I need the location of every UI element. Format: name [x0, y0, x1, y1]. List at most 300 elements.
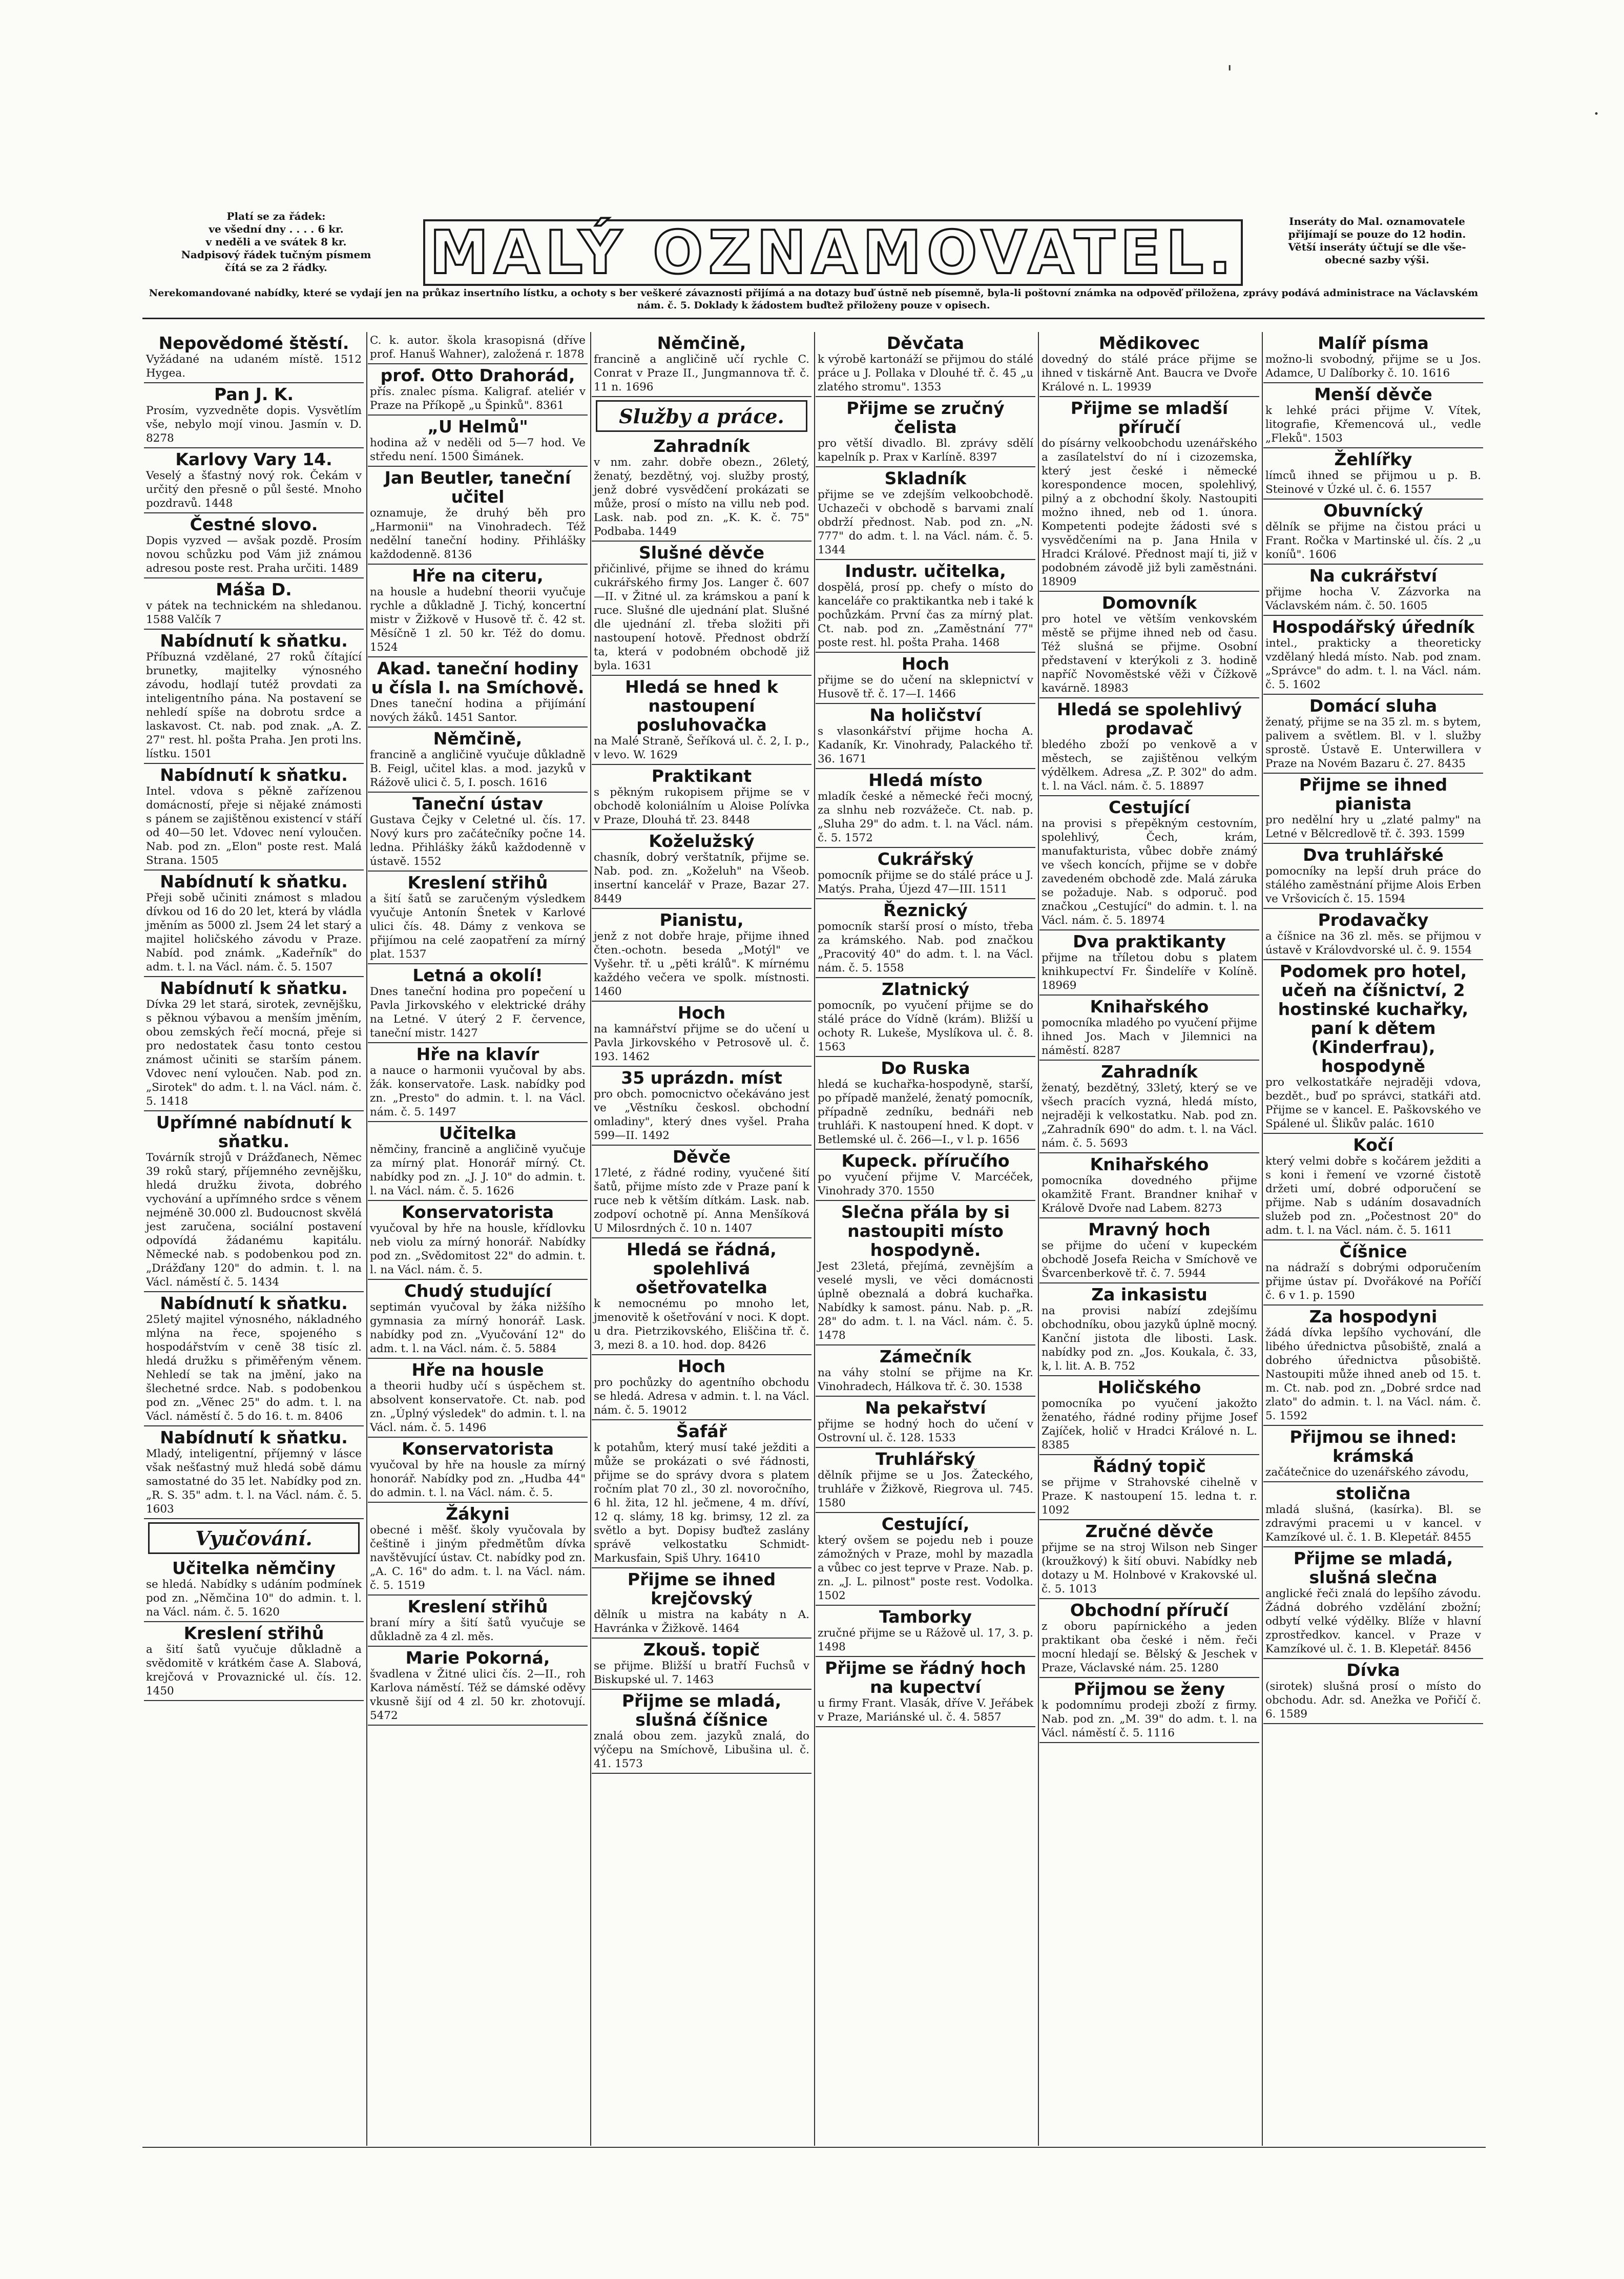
ad-title: Praktikant — [651, 766, 752, 786]
ad-title: Hoch — [677, 1003, 726, 1023]
classified-ad — [1263, 909, 1483, 960]
ad-text: a číšnice na 36 zl. měs. se přijmou v ústavě v Královdvorské ul. č. 9. 1554 — [1265, 930, 1481, 957]
ad-title: Kočí — [1353, 1135, 1393, 1155]
column-rule — [1038, 332, 1039, 2146]
ad-column — [816, 332, 1035, 2146]
ad-text: Továrník strojů v Drážďanech, Němec 39 roků starý, příjemného zevnějšku, hledá družku života, dobrého vychování a upřímného srdce s věnem nejméně 30.000 zl. Budoucnost skvělá jest zaručena, sociální postavení odpovídá žádanému kapitálu. Německé nab. s podobenkou pod zn. „Drážďany 120" do admin. t. l. na Václ. náměstí č. 5. 1434 — [146, 1151, 362, 1289]
classified-ad — [368, 416, 588, 467]
classified-ad — [1039, 397, 1259, 592]
classified-ad — [1039, 1218, 1259, 1283]
ad-text: na Malé Straně, Šeříková ul. č. 2, I. p., v levo. W. 1629 — [594, 735, 809, 761]
ad-text: přijme na tříletou dobu s platem knihkupectví Fr. Šindelíře v Kolíně. 18969 — [1042, 951, 1257, 992]
ad-text: Gustava Čejky v Celetné ul. čís. 17. Nový kurs pro začátečníky počne 14. ledna. Přihlášky žáků každodenně v ústavě. 1552 — [370, 814, 586, 868]
ad-title: Dva truhlářské — [1303, 845, 1444, 865]
ad-title: Domácí sluha — [1309, 696, 1438, 716]
masthead-text: MALÝ OZNAMOVATEL. — [429, 218, 1237, 287]
classified-ad — [144, 871, 364, 977]
classified-ad — [816, 332, 1035, 397]
ad-title: Letná a okolí! — [412, 965, 543, 985]
ad-title: Číšnice — [1339, 1241, 1407, 1261]
ad-title: Knihařského — [1090, 997, 1209, 1017]
classified-ad — [592, 1067, 811, 1146]
classified-ad — [816, 1513, 1035, 1606]
ad-title: Industr. učitelka, — [845, 561, 1006, 581]
classified-ad — [368, 1280, 588, 1359]
ad-title: Na cukrářství — [1309, 566, 1438, 586]
ad-title: Cukrářský — [877, 849, 974, 869]
ad-title: Knihařského — [1090, 1154, 1209, 1174]
ad-text: obecné i měšť. školy vyučovala by češtině i jiným předmětům dívka navštěvující ústav. Ct. nabídky pod zn. „A. C. 16" do adm. t. l. na Václ. nám. č. 5. 1519 — [370, 1524, 586, 1592]
ad-text: pomocníka po vyučení jakožto ženatého, řádné rodiny přijme Josef Zajíček, holič v Hradci Králové n. L. 8385 — [1042, 1397, 1257, 1452]
ad-text: pomocníky na lepší druh práce do stálého zaměstnání přijme Alois Erben ve Vršovicích č. 15. 1594 — [1265, 865, 1481, 905]
ad-text: v pátek na technickém na shledanou. 1588 Valčík 7 — [146, 599, 362, 626]
ad-title: Děvčata — [886, 333, 965, 353]
ad-title: Žehlířky — [1334, 449, 1412, 469]
ad-text: Příbuzná vzdělané, 27 roků čítající brunetky, majitelky výnosného závodu, hodlají tutéž provdati za inteligentního pána. Na postavení se nehledí spíše na dobrotu srdce a laskavost. Ct. nab. pod znak. „A. Z. 27" rest. hl. pošta Praha. Jen proti lns. lístku. 1501 — [146, 651, 362, 760]
ad-column — [592, 332, 811, 2146]
ad-title: Chudý studující — [404, 1281, 552, 1301]
classified-ad — [1263, 500, 1483, 565]
ad-text: k podomnímu prodeji zboží z firmy. Nab. pod zn. „M. 39" do adm. t. l. na Václ. náměstí č. 5. 1116 — [1042, 1699, 1257, 1739]
ad-text: na nádraží s dobrými odporučením přijme ústav pí. Dvořákové na Poříčí č. 6 v 1. p. 1590 — [1265, 1261, 1481, 1302]
ad-text: a šití šatů se zaručeným výsledkem vyučuje Antonín Šnetek v Karlové ulici čís. 48. Dámy z venkova se přijímou na celé zaopatření za mírný plat. 1537 — [370, 893, 586, 961]
ad-title: Hře na housle — [411, 1360, 544, 1380]
ad-title: 35 uprázdn. míst — [621, 1068, 782, 1088]
ad-text: bledého zboží po venkově a v městech, se zajištěnou velkým výdělkem. Adresa „Z. P. 302" do adm. t. l. na Václ. nám. č. 5. 18897 — [1042, 738, 1257, 793]
ad-title: Skladník — [884, 468, 967, 488]
classified-ad — [816, 1397, 1035, 1448]
margin-mark-top: ' — [1227, 61, 1233, 84]
ad-text: Vyžádané na udaném místě. 1512 Hygea. — [146, 353, 362, 380]
ad-title: Přijmou se ihned: krámská — [1289, 1427, 1457, 1466]
classified-ad — [368, 332, 588, 364]
rate-notice-line: Nadpisový řádek tučným písmem — [181, 248, 371, 261]
ad-text: Mladý, inteligentní, příjemný v lásce však nešťastný muž hledá sobě dámu samostatné do 35 let. Nabídky pod zn. „R. S. 35" adm. t. l. na Václ. nám. č. 5. 1603 — [146, 1447, 362, 1516]
ad-title: Slušné děvče — [638, 543, 765, 563]
classified-ad — [816, 704, 1035, 769]
classified-ad — [368, 872, 588, 964]
ad-text: mladík české a německé řeči mocný, za slnhu neb rozvážeče. Ct. nab. p. „Sluha 29" do adm. t. l. na Václ. nám. č. 5. 1572 — [818, 790, 1033, 844]
masthead-title — [423, 219, 1243, 286]
ad-title: Šafář — [676, 1421, 727, 1441]
classified-ad — [592, 1238, 811, 1355]
ad-title: Nabídnutí k sňatku. — [160, 872, 348, 892]
classified-ad — [144, 1292, 364, 1426]
ad-text: vyučoval by hře na housle, křídlovku neb violu za mírný honorář. Nabídky pod zn. „Svědomitost 22" do admin. t. l. na Václ. nám. č. 5. — [370, 1222, 586, 1276]
ad-text: se přijme v Strahovské cihelně v Praze. K nastoupení 15. ledna t. r. 1092 — [1042, 1476, 1257, 1517]
classified-ad — [1039, 1455, 1259, 1520]
ad-title: Hledá se řádná, spolehlivá ošetřovatelka — [627, 1239, 777, 1297]
ad-title: Zručné děvče — [1085, 1521, 1214, 1541]
ad-title: Máša D. — [216, 579, 292, 599]
ad-text: a nauce o harmonii vyučoval by abs. žák. konservatoře. Lask. nabídky pod zn. „Presto" do admin. t. l. na Václ. nám. č. 5. 1497 — [370, 1064, 586, 1118]
classified-ad — [592, 1639, 811, 1690]
classified-ad — [368, 793, 588, 872]
classified-ad — [1039, 1061, 1259, 1153]
classified-ad — [592, 332, 811, 397]
classified-ad — [1263, 1240, 1483, 1306]
ad-title: Cestující — [1108, 797, 1190, 817]
ad-title: Pan J. K. — [214, 384, 294, 404]
ad-text: přijme se na stroj Wilson neb Singer (kroužkový) k šití obuvi. Nabídky neb dotazy u M. Holnbové v Krakovské ul. č. 5. 1013 — [1042, 1541, 1257, 1596]
ad-title: Hledá se spolehlivý prodavač — [1057, 699, 1242, 738]
ad-text: pomocník starší prosí o místo, třeba za krámského. Nab. pod značkou „Pracovitý 40" do adm. t. l. na Václ. nám. č. 5. 1558 — [818, 920, 1033, 975]
column-rule — [814, 332, 815, 2146]
ad-text: pro hotel ve větším venkovském městě se přijme ihned neb od času. Též slušná se přijme. Osobní představení v kterýkoli z 3. hodině napříč Novoměstské věži v Čížkově kavárně. 18983 — [1042, 613, 1257, 695]
column-rule — [590, 332, 591, 2146]
classified-ad — [144, 1622, 364, 1701]
classified-ad — [144, 332, 364, 383]
ad-title: Přijme se mladší příručí — [1070, 398, 1229, 437]
classified-ad — [368, 467, 588, 565]
classified-ad — [144, 1557, 364, 1622]
ad-text: začátečnice do uzenářského závodu, — [1265, 1466, 1469, 1479]
ad-title: Přijme se ihned krejčovský — [627, 1569, 776, 1608]
classified-ad — [144, 1111, 364, 1292]
ad-text: pro nedělní hry u „zlaté palmy" na Letné v Bělcredlově tř. č. 393. 1599 — [1265, 814, 1481, 840]
classified-ad — [368, 565, 588, 657]
ad-title: Přijmou se ženy — [1073, 1679, 1225, 1699]
ad-title: Řádný topič — [1093, 1456, 1206, 1476]
classified-ad — [592, 676, 811, 765]
ad-title: „U Helmů" — [427, 417, 528, 437]
classified-ad — [1039, 332, 1259, 397]
deadline-notice-line: přijímají se pouze do 12 hodin. — [1288, 228, 1466, 240]
ad-text: přís. znalec písma. Kaligraf. ateliér v Praze na Příkopě „u Špinků". 8361 — [370, 385, 586, 412]
ad-text: na váhy stolní se přijme na Kr. Vinohradech, Hálkova tř. č. 30. 1538 — [818, 1366, 1033, 1393]
classified-ad — [1263, 1659, 1483, 1724]
classified-ad — [1039, 1153, 1259, 1218]
ad-text: Dnes taneční hodina a přijímání nových žáků. 1451 Santor. — [370, 697, 586, 724]
ad-text: jenž z not dobře hraje, přijme ihned čten.-ochotn. beseda „Motýl" ve Vyšehr. tř. u „pěti králů". K mírnému každého večera ve spolk. místnosti. 1460 — [594, 930, 809, 998]
ad-title: Učitelka němčiny — [172, 1558, 336, 1578]
ad-title: Dívka — [1346, 1660, 1400, 1680]
ad-title: Karlovy Vary 14. — [175, 449, 332, 469]
classified-ad — [1263, 960, 1483, 1134]
ad-title: Hospodářský úředník — [1272, 617, 1475, 637]
ad-text: pomocníka dovedného přijme okamžitě Frant. Brandner knihař v Králově Dvoře nad Labem. 8273 — [1042, 1174, 1257, 1215]
ad-text: k potahům, který musí také ježditi a může se prokázati o své řádnosti, přijme se do správy dvora s platem ročním plat 70 zl., 30 zl. novoročního, 6 hl. žita, 12 hl. ječmene, 4 m. dříví, 12 q. slámy, 18 kg. brimsy, 12 zl. za světlo a byt. Dopisy buďtež zaslány správě velkostatku Schmidt-Markusfain, Spiš Uhry. 16410 — [594, 1441, 809, 1565]
ad-text: pro obch. pomocnictvo očekáváno jest ve „Věstníku českosl. obchodní omladiny", který dnes vyšel. Praha 599—II. 1492 — [594, 1088, 809, 1142]
ad-text: Dívka 29 let stará, sirotek, zevnějšku, s pěknou výbavou a menším jměním, obou zemských řečí mocná, přeje si pro nedostatek času tonto cestou známost učiniti se starším pánem. Vdovec není vyloučen. Nab. pod zn. „Sirotek" do adm. t. l. na Václ. nám. č. 5. 1418 — [146, 998, 362, 1108]
classified-ad — [816, 1657, 1035, 1727]
ad-title: Zlatnický — [881, 979, 970, 999]
classified-ad — [368, 728, 588, 793]
ad-title: Čestné slovo. — [190, 514, 318, 534]
classified-ad — [816, 769, 1035, 848]
classified-ad — [816, 1150, 1035, 1201]
ad-text: po vyučení přijme V. Marcéček, Vinohrady 370. 1550 — [818, 1171, 1033, 1197]
classified-ad — [1039, 1283, 1259, 1376]
ad-title: Hledá místo — [868, 770, 983, 790]
classified-ad — [144, 448, 364, 513]
ad-title: Marie Pokorná, — [405, 1648, 550, 1668]
ad-column — [368, 332, 588, 2146]
ad-text: pomocník, po vyučení přijme se do stálé práce do Vídně (krám). Bližší u ochoty R. Lukeše, Myslíkova ul. č. 8. 1563 — [818, 999, 1033, 1053]
classified-ad — [1039, 796, 1259, 930]
rate-notice-line: čítá se za 2 řádky. — [225, 261, 327, 274]
rate-notice-line: v neděli a ve svátek 8 kr. — [205, 236, 347, 248]
ad-title: Na pekařství — [865, 1398, 986, 1418]
classified-ad — [1039, 996, 1259, 1061]
classified-ad — [368, 1503, 588, 1596]
ad-title: Řeznický — [883, 900, 968, 920]
ad-title: Za inkasistu — [1091, 1284, 1207, 1304]
classified-ad — [368, 1201, 588, 1280]
ad-title: Kreslení střihů — [407, 873, 548, 893]
ad-title: Dva praktikanty — [1073, 931, 1226, 951]
header-divider — [142, 318, 1485, 319]
ad-title: Zahradník — [1101, 1062, 1198, 1082]
ad-text: septimán vyučoval by žáka nižšího gymnasia za mírný honorář. Lask. nabídky pod zn. „Vyučování 12" do adm. t. l. na Václ. nám. č. 5. 5884 — [370, 1301, 586, 1355]
ad-columns — [142, 332, 1486, 2146]
classified-ad — [1039, 1678, 1259, 1743]
ad-title: Konservatorista — [402, 1202, 554, 1222]
classified-ad — [1263, 695, 1483, 774]
deadline-notice — [1269, 215, 1485, 266]
ad-text: s vlasonkářství přijme hocha A. Kadaník, Kr. Vinohrady, Palackého tř. 36. 1671 — [818, 725, 1033, 765]
classified-ad — [144, 764, 364, 871]
ad-title: Přijme se mladá, slušná slečna — [1293, 1548, 1453, 1587]
ad-title: Obchodní příručí — [1070, 1600, 1229, 1620]
ad-title: Přijme se mladá, slušná číšnice — [621, 1691, 782, 1730]
classified-ad — [1039, 930, 1259, 996]
classified-ad — [816, 560, 1035, 653]
ad-title: Konservatorista — [402, 1439, 554, 1459]
classified-ad — [592, 1146, 811, 1238]
ad-column — [1039, 332, 1259, 2146]
classified-ad — [1263, 332, 1483, 383]
ad-text: na kamnářství přijme se do učení u Pavla Jirkovského v Petrosově ul. č. 193. 1462 — [594, 1023, 809, 1063]
classified-ad — [592, 1420, 811, 1568]
classified-ad — [1263, 1134, 1483, 1240]
classified-ad — [368, 1647, 588, 1726]
ad-title: Za hospodyni — [1309, 1307, 1438, 1327]
ad-text: na housle a hudební theorii vyučuje rychle a důkladně J. Tichý, koncertní mistr v Žižkově v Husově tř. č. 42 st. Měsíčně 1 zl. 50 kr. Též do domu. 1524 — [370, 586, 586, 654]
ad-title: Mědikovec — [1098, 333, 1200, 353]
administration-notice: Nerekomandované nabídky, které se vydají jen na průkaz insertního lístku, a ochoty s ber veškeré závaznosti přijímá a na dotazy buď ústně neb písemně, byla-li poštovní známka na odpověď přiložena, zprávy podává administrace na Václavském nám. č. 5. Doklady k žádostem buďtež přiloženy pouze v opisech. — [149, 287, 1479, 311]
ad-title: Pianistu, — [659, 910, 744, 930]
ad-title: Zámečník — [879, 1346, 972, 1366]
classified-ad — [592, 1355, 811, 1420]
ad-title: Koželužský — [649, 831, 755, 851]
deadline-notice-line: obecné sazby výši. — [1325, 254, 1429, 266]
ad-text: pro větší divadlo. Bl. zprávy sdělí kapelník p. Prax v Karlíně. 8397 — [818, 437, 1033, 464]
ad-title: Nabídnutí k sňatku. — [160, 1427, 348, 1447]
ad-text: Přeji sobě učiniti známost s mladou dívkou od 16 do 20 let, která by vládla jměním as 5000 zl. Jsem 24 let starý a majitel holičského závodu v Praze. Nabíd. pod známk. „Kadeřník" do adm. t. l. na Václ. nám. č. 5. 1507 — [146, 892, 362, 973]
ad-title: Hoch — [901, 654, 950, 674]
ad-text: intel., prakticky a theoreticky vzdělaný hledá místo. Nab. pod znam. „Správce" do adm. t. l. na Václ. nám. č. 5. 1602 — [1265, 637, 1481, 691]
ad-text: Prosím, vyzvedněte dopis. Vysvětlím vše, nebylo mojí vinou. Jasmín v. D. 8278 — [146, 404, 362, 445]
ad-text: dělník se přijme na čistou práci u Frant. Ročka v Martinské ul. čís. 2 „u koníů". 1606 — [1265, 521, 1481, 561]
classified-ad — [144, 383, 364, 448]
ad-title: Holičského — [1097, 1377, 1201, 1397]
classified-ad — [368, 1043, 588, 1122]
ad-title: Jan Beutler, taneční učitel — [384, 468, 571, 507]
ad-text: pro pochůzky do agentního obchodu se hledá. Adresa v admin. t. l. na Václ. nám. č. 5. 19012 — [594, 1376, 809, 1417]
ad-title: Cestující, — [881, 1514, 970, 1534]
ad-title: Do Ruska — [881, 1058, 970, 1078]
classified-ad — [592, 1002, 811, 1067]
ad-text: pomocník přijme se do stálé práce u J. Matýs. Praha, Újezd 47—III. 1511 — [818, 869, 1033, 896]
classified-ad — [816, 467, 1035, 560]
classified-ad — [144, 578, 364, 630]
rate-notice-line: Platí se za řádek: — [226, 210, 326, 222]
ad-column — [144, 332, 364, 2146]
ad-text: Intel. vdova s pěkně zařízenou domácností, přeje si nějaké známosti s pánem se zajištěnou existencí v stáří od 40—50 let. Vdovec není vyloučen. Nab. pod zn. „Elon" poste rest. Malá Strana. 1505 — [146, 785, 362, 867]
ad-text: (sirotek) slušná prosí o místo do obchodu. Adr. sd. Anežka ve Pořičí č. 6. 1589 — [1265, 1680, 1481, 1721]
ad-title: Obuvnícký — [1323, 501, 1423, 521]
ad-text: u firmy Frant. Vlasák, dříve V. Jeřábek v Praze, Mariánské ul. č. 4. 5857 — [818, 1697, 1033, 1724]
ad-text: francině a angličině vyučuje důkladně B. Feigl, učitel klas. a mod. jazyků v Rážově ulici č. 5, I. posch. 1616 — [370, 749, 586, 789]
ad-text: němčiny, francině a angličině vyučuje za mírný plat. Honorář mírný. Ct. nabídky pod zn. „J. J. 10" do admin. t. l. na Václ. nám. č. 5. 1626 — [370, 1143, 586, 1197]
ad-text: do písárny velkoobchodu uzenářského a zasílatelství do ní i cizozemska, který jest české i německé korespondence mocen, spolehlivý, pilný a z obchodní školy. Nastoupiti možno ihned, neb od 1. února. Kompetenti podejte žádosti své s vysvědčeními na p. Jana Hnila v Hradci Králové. Přednost mají ti, již v podobném závodě již byli zaměstnáni. 18909 — [1042, 437, 1257, 588]
ad-title: Nabídnutí k sňatku. — [160, 631, 348, 651]
ad-title: Taneční ústav — [412, 794, 543, 814]
classified-ad — [592, 909, 811, 1002]
ad-title: Přijme se zručný čelista — [846, 398, 1005, 437]
ad-text: který velmi dobře s kočárem ježditi a s koni i řemení ve vzorné čistotě držeti umí, dobré odporučení se přijme. Nab s udáním dosavadních služeb pod zn. „Počestnost 20" do adm. t. l. na Václ. nám. č. 5. 1611 — [1265, 1155, 1481, 1237]
ad-text: na provisi s přepěkným cestovním, spolehlivý, Čech, krám, manufakturista, vůbec dobře známý ve všech koncích, přijme se v dobře zavedeném obchodě zde. Malá záruka se požaduje. Nab. s odporuč. pod značkou „Cestující" do admin. t. l. na Václ. nám. č. 5. 18974 — [1042, 817, 1257, 927]
classified-ad — [1263, 565, 1483, 616]
classified-ad — [1039, 1376, 1259, 1455]
section-heading: Služby a práce. — [596, 400, 807, 432]
classified-ad — [144, 630, 364, 764]
ad-text: žádá dívka lepšího vychování, dle libého úřednictva působiště, znalá a dobrého úřednictva působiště. Nastoupiti může ihned aneb od 15. t. m. Ct. nab. pod zn. „Dobré srdce nad zlato" do admin. t. l. na Václ. nám. č. 5. 1592 — [1265, 1327, 1481, 1422]
ad-title: Němčině, — [433, 729, 523, 749]
rate-notice — [142, 210, 410, 274]
ad-text: mladá slušná, (kasírka). Bl. se zdravými pracemi u v kancel. v Kamzíkové ul. č. 1. B. Klepetář. 8455 — [1265, 1503, 1481, 1544]
ad-text: anglické řeči znalá do lepšího závodu. Žádná dobrého vzdělání zbožní; odbytí velké výdělky. Blíže v hlavní zprostředkov. kancel. v Praze v Kamzíkové ul. č. 1. B. Klepetář. 8456 — [1265, 1587, 1481, 1655]
ad-title: Žákyni — [446, 1504, 510, 1524]
ad-text: se přijme. Bližší u bratří Fuchsů v Biskupské ul. 7. 1463 — [594, 1660, 809, 1686]
ad-title: Hře na klavír — [416, 1044, 539, 1064]
ad-text: oznamuje, že druhý běh pro „Harmonii" na Vinohradech. Též nedělní taneční hodiny. Přihlášky každodenně. 8136 — [370, 507, 586, 561]
ad-text: který ovšem se pojedu neb i pouze zámožných v Praze, mohl by mazadla a vůbec co jest teprve v Praze. Nab. p. zn. „J. L. pilnost" poste rest. Vodolka. 1502 — [818, 1534, 1033, 1602]
classified-ad — [1039, 698, 1259, 796]
ad-text: hodina až v neděli od 5—7 hod. Ve středu není. 1500 Šimánek. — [370, 437, 586, 463]
ad-text: Dnes taneční hodina pro popečení u Pavla Jirkovského v elektrické dráhy na Letné. V úterý 2 F. července, taneční mistr. 1427 — [370, 985, 586, 1040]
ad-text: se přijme do učení v kupeckém obchodě Josefa Reicha v Smíchově ve Švarcenberkově tř. č. 7. 5944 — [1042, 1239, 1257, 1280]
ad-text: přijme se ve zdejším velkoobchodě. Uchazeči v obchodě s barvami znalí obdrží přednost. Nab. pod zn. „N. 777" do adm. t. l. na Václ. nám. č. 5. 1344 — [818, 488, 1033, 556]
classified-ad — [592, 830, 811, 909]
classified-ad — [816, 899, 1035, 978]
ad-title: Slečna přála by si nastoupiti místo hospodyně. — [841, 1202, 1010, 1260]
classified-ad — [368, 364, 588, 416]
classified-ad — [1263, 383, 1483, 448]
classified-ad — [1263, 616, 1483, 695]
rate-notice-line: ve všední dny . . . . 6 kr. — [209, 223, 344, 235]
column-rule — [366, 332, 367, 2146]
ad-title: Učitelka — [439, 1123, 517, 1143]
classified-ad — [816, 653, 1035, 704]
ad-title: Na holičství — [869, 705, 982, 725]
ad-text: Veselý a šťastný nový rok. Čekám v určitý den přesně o půl šesté. Mnoho pozdravů. 1448 — [146, 469, 362, 510]
ad-text: se hledá. Nabídky s udáním podmínek pod zn. „Němčina 10" do admin. t. l. na Václ. nám. č. 5. 1620 — [146, 1578, 362, 1619]
classified-ad — [592, 542, 811, 676]
page-header — [142, 210, 1485, 297]
ad-text: dospělá, prosí pp. chefy o místo do kanceláře co praktikantka neb i také k pochůzkám. První čas za mírný plat. Ct. nab. pod zn. „Zaměstnání 77" poste rest. hl. pošta Praha. 1468 — [818, 581, 1033, 649]
classified-ad — [368, 964, 588, 1043]
ad-text: ženatý, bezdětný, 33letý, který se ve všech pracích vyzná, hledá místo, nejraději k velkostatku. Nab. pod zn. „Zahradník 690" do adm. t. l. na Václ. nám. č. 5. 5693 — [1042, 1082, 1257, 1150]
ad-text: a theorii hudby učí s úspěchem st. absolvent konservatoře. Ct. nab. pod zn. „Úplný výsledek" do admin. t. l. na Václ. nám. č. 5. 1496 — [370, 1380, 586, 1434]
ad-title: Hledá se hned k nastoupení posluhovačka — [625, 677, 778, 735]
ad-title: Nabídnutí k sňatku. — [160, 1293, 348, 1313]
ad-text: Dopis vyzved — avšak pozdě. Prosím novou schůzku pod Vám již známou adresou poste rest. Praha určiti. 1489 — [146, 534, 362, 575]
classified-ad — [368, 1359, 588, 1438]
ad-title: Akad. taneční hodiny u čísla I. na Smíchově. — [371, 658, 585, 697]
ad-text: a šití šatů vyučuje důkladně a svědomitě v krátkém čase A. Slabová, krejčová v Provaznické ul. čís. 12. 1450 — [146, 1643, 362, 1697]
ad-text: vyučoval by hře na housle za mírný honorář. Nabídky pod zn. „Hudba 44" do admin. t. l. na Václ. nám. č. 5. — [370, 1459, 586, 1499]
ad-title: Přijme se řádný hoch na kupectví — [825, 1658, 1026, 1697]
ad-text: braní míry a šití šatů vyučuje se důkladně za 4 zl. měs. — [370, 1617, 586, 1643]
ad-title: stolična — [1336, 1483, 1411, 1503]
classified-ad — [1263, 1547, 1483, 1659]
ad-text: možno-li svobodný, přijme se u Jos. Adamce, U Dalíborky č. 10. 1616 — [1265, 353, 1481, 380]
deadline-notice-line: Inseráty do Mal. oznamovatele — [1289, 215, 1465, 227]
classified-ad — [1039, 592, 1259, 698]
ad-text: 17leté, z řádné rodiny, vyučené šití šatů, přijme místo zde v Praze paní k ruce neb k větším dítkám. Lask. nab. zodpoví ochotně pí. Anna Menšíková U Milosrdných č. 10 n. 1407 — [594, 1167, 809, 1235]
classified-ad — [1039, 1520, 1259, 1599]
bottom-divider — [142, 2147, 1486, 2148]
ad-text: chasník, dobrý verštatník, přijme se. Nab. pod. zn. „Koželuh" na Všeob. insertní kancelář v Praze, Bazar 27. 8449 — [594, 851, 809, 905]
ad-title: prof. Otto Drahorád, — [380, 365, 575, 385]
ad-text: C. k. autor. škola krasopisná (dříve prof. Hanuš Wahner), založená r. 1878 — [370, 334, 586, 361]
classified-ad — [1263, 1306, 1483, 1426]
column-rule — [1262, 332, 1263, 2146]
ad-title: Nabídnutí k sňatku. — [160, 978, 348, 998]
ad-text: dovedný do stálé práce přijme se ihned v tiskárně Ant. Baucra ve Dvoře Králové n. L. 19939 — [1042, 353, 1257, 393]
classified-ad — [1263, 448, 1483, 500]
classified-ad — [144, 1426, 364, 1519]
classified-ad — [1263, 844, 1483, 909]
ad-text: 25letý majitel výnosného, nákladného mlýna na řece, spojeného s hospodářstvím v ceně 38 tisíc zl. hledá družku s přiměřeným věnem. Nehledí se tak na jmění, jako na šlechetné srdce. Nab. s podobenkou pod zn. „Věnec 25" do adm. t. l. na Václ. náměstí č. 5 do 16. t. m. 8406 — [146, 1313, 362, 1423]
margin-mark-right: · — [1593, 102, 1600, 125]
classified-ad — [1039, 1599, 1259, 1678]
classified-ad — [368, 1122, 588, 1201]
ad-text: ženatý, přijme se na 35 zl. m. s bytem, palivem a světlem. Bl. v l. služby sprostě. Ústavě E. Unterwillera v Praze na Novém Bazaru č. 27. 8435 — [1265, 716, 1481, 770]
ad-title: Děvče — [672, 1147, 731, 1167]
ad-text: k výrobě kartonáží se přijmou do stálé práce u J. Pollaka v Dlouhé tř. č. 45 „u zlatého stromu". 1353 — [818, 353, 1033, 393]
classified-ad — [816, 397, 1035, 467]
ad-title: Kreslení střihů — [407, 1597, 548, 1617]
ad-text: z oboru papírnického a jeden praktikant oba české i něm. řeči mocní hledají se. Bělský & Jeschek v Praze, Václavské nám. 25. 1280 — [1042, 1620, 1257, 1674]
deadline-notice-line: Větší inseráty účtují se dle vše- — [1288, 241, 1466, 253]
ad-title: Hře na citeru, — [412, 566, 544, 586]
ad-title: Truhlářský — [875, 1449, 976, 1469]
ad-text: znalá obou zem. jazyků znalá, do výčepu na Smíchově, Libušina ul. č. 41. 1573 — [594, 1730, 809, 1770]
ad-text: v nm. zahr. dobře obezn., 26letý, ženatý, bezdětný, voj. služby prostý, jenž dobré vysvědčení prokázati se může, prosí o místo na villu neb pod. Lask. nab. pod zn. „K. K. č. 75" Podbaba. 1449 — [594, 456, 809, 538]
ad-title: Malíř písma — [1318, 333, 1429, 353]
ad-title: Zkouš. topič — [643, 1640, 760, 1660]
ad-text: přičinlivé, přijme se ihned do krámu cukrářského firmy Jos. Langer č. 607—II. v Žitné ul. za krámskou a paní k ruce. Slušné dle ujednání plat. Slušné dle ujednání zl. třeba složiti při nastoupení hotově. Přednost obdrží ta, která v podobném obchodě již byla. 1631 — [594, 563, 809, 672]
ad-title: Tamborky — [879, 1607, 972, 1627]
ad-text: dělník u mistra na kabáty n A. Havránka v Žižkově. 1464 — [594, 1608, 809, 1635]
ad-text: pomocníka mladého po vyučení přijme ihned Jos. Mach v Jilemnici na náměstí. 8287 — [1042, 1017, 1257, 1057]
classified-ad — [816, 1057, 1035, 1150]
ad-text: dělník přijme se u Jos. Žateckého, truhláře v Žižkově, Riegrova ul. 745. 1580 — [818, 1469, 1033, 1509]
ad-title: Domovník — [1101, 593, 1197, 613]
ad-text: na provisi nabízí zdejšímu obchodníku, obou jazyků úplně mocný. Kanční jistota dle libosti. Lask. nabídky pod zn. „Jos. Koukala, č. 33, k, l. lit. A. B. 752 — [1042, 1304, 1257, 1373]
ad-text: s pěkným rukopisem přijme se v obchodě koloniálním u Aloise Polívka v Praze, Dlouhá tř. 23. 8448 — [594, 786, 809, 826]
ad-text: Jest 23letá, přejímá, zevnějším a veselé mysli, ve věci domácnosti úplně obeznalá a dobrá kuchařka. Nabídky k samost. pánu. Nab. p. „R. 28" do adm. t. l. na Václ. nám. č. 5. 1478 — [818, 1260, 1033, 1342]
ad-text: hledá se kuchařka-hospodyně, starší, po případě manželé, ženatý pomocník, případně zedníku, bednáři neb truhláři. K nastoupení hned. K dopt. v Betlemské ul. č. 266—I., v l. p. 1656 — [818, 1078, 1033, 1146]
ad-text: pro velkostatkáře nejraději vdova, bezdět., buď po správci, statkáři atd. Přijme se v kancel. E. Paškovského ve Spálené ul. Šlikův palác. 1610 — [1265, 1076, 1481, 1130]
ad-column — [1263, 332, 1483, 2146]
classified-ad — [816, 848, 1035, 899]
ad-text: k nemocnému po mnoho let, jmenovitě k ošetřování v noci. K dopt. u dra. Pietrzikovského, Eliščina tř. č. 3, mezi 8. a 10. hod. dop. 8426 — [594, 1297, 809, 1352]
ad-title: Kreslení střihů — [183, 1623, 324, 1643]
